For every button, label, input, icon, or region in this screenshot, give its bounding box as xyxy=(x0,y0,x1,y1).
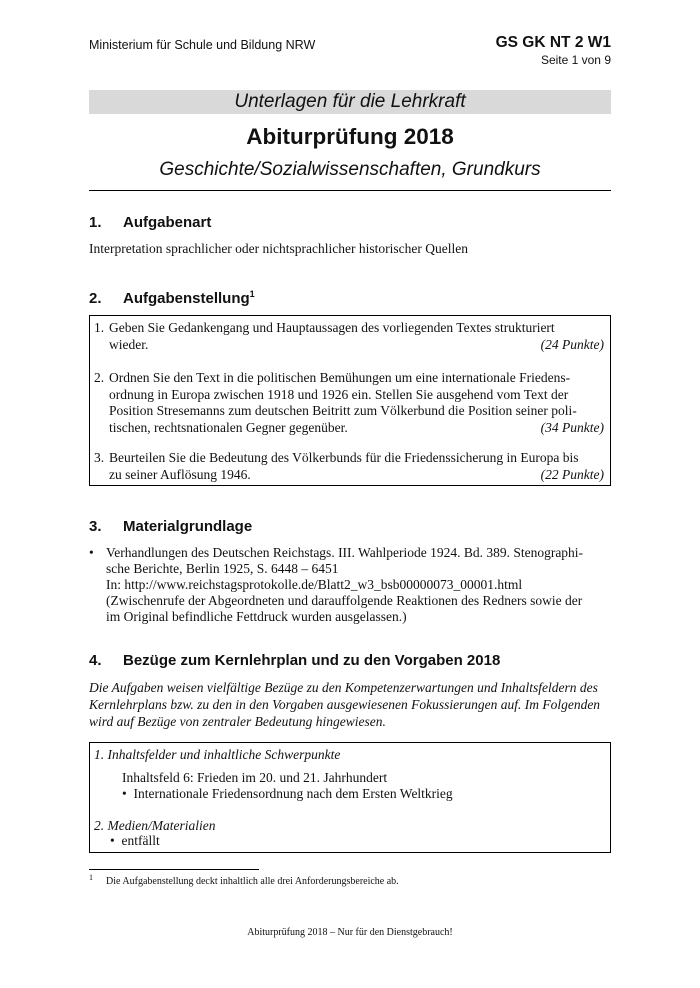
task-item xyxy=(94,450,604,483)
bullet-text: entfällt xyxy=(121,833,160,848)
task-item xyxy=(94,320,604,353)
task-points: (22 Punkte) xyxy=(540,466,604,482)
material-list xyxy=(89,545,611,625)
task-line: Ordnen Sie den Text in die politischen Bemühungen um eine internationale Friedens- xyxy=(109,370,571,385)
task-number: 2. xyxy=(94,370,105,385)
footnote-reference[interactable]: 1 xyxy=(249,289,255,299)
content-fields-label: 1. Inhaltsfelder und inhaltliche Schwerpunkte xyxy=(94,747,341,762)
section-number: 1. xyxy=(89,214,102,231)
intro-line: Kernlehrplans bzw. zu den in den Vorgaben ausgewiesenen Fokussierungen auf. Im Folgenden xyxy=(89,697,601,712)
material-line: (Zwischenrufe der Abgeordneten und darauffolgende Reaktionen des Redners sowie der xyxy=(106,593,583,608)
task-points: (34 Punkte) xyxy=(540,419,604,435)
page-indicator: Seite 1 von 9 xyxy=(540,53,611,67)
bullet-text: Internationale Friedensordnung nach dem Ersten Weltkrieg xyxy=(133,786,453,801)
page-footer: Abiturprüfung 2018 – Nur für den Dienstgebrauch! xyxy=(247,927,453,938)
task-line: Beurteilen Sie die Bedeutung des Völkerbunds für die Friedenssicherung in Europa bis xyxy=(109,450,579,465)
footnote-mark: 1 xyxy=(89,873,93,882)
content-field: Inhaltsfeld 6: Frieden im 20. und 21. Jahrhundert xyxy=(122,770,388,785)
task-line: wieder. xyxy=(109,336,149,352)
title-divider xyxy=(89,190,611,191)
task-type-text: Interpretation sprachlicher oder nichtsprachlicher historischer Quellen xyxy=(89,241,468,256)
task-line: tischen, rechtsnationalen Gegner gegenüber. xyxy=(109,419,348,435)
ministry-name: Ministerium für Schule und Bildung NRW xyxy=(89,38,316,52)
bullet: • xyxy=(122,786,127,801)
material-line: sche Berichte, Berlin 1925, S. 6448 – 6451 xyxy=(106,561,339,576)
curriculum-box xyxy=(89,742,611,853)
section-title: Aufgabenstellung xyxy=(123,290,250,307)
task-item xyxy=(94,370,604,436)
intro-line: Die Aufgaben weisen vielfältige Bezüge zu den Kompetenzerwartungen und Inhaltsfeldern des xyxy=(89,680,598,695)
section-number: 2. xyxy=(89,290,102,307)
material-line: im Original befindliche Fettdruck wurden ausgelassen.) xyxy=(106,609,407,624)
section-title: Aufgabenart xyxy=(123,214,212,231)
exam-subject: Geschichte/Sozialwissenschaften, Grundkurs xyxy=(159,159,541,180)
section-heading-2 xyxy=(89,289,255,307)
task-line: Geben Sie Gedankengang und Hauptaussagen des vorliegenden Textes strukturiert xyxy=(109,320,555,335)
exam-code: GS GK NT 2 W1 xyxy=(495,34,611,51)
section-title: Materialgrundlage xyxy=(123,518,253,535)
section-heading-4 xyxy=(89,652,500,669)
content-field-bullet xyxy=(122,786,453,803)
task-number: 1. xyxy=(94,320,105,335)
bullet: • xyxy=(110,833,115,848)
media-bullet xyxy=(110,833,160,850)
section-heading-1 xyxy=(89,214,211,231)
footnote-text: Die Aufgabenstellung deckt inhaltlich alle drei Anforderungsbereiche ab. xyxy=(106,876,399,887)
intro-line: wird auf Bezüge von zentraler Bedeutung hingewiesen. xyxy=(89,714,386,729)
task-number: 3. xyxy=(94,450,105,465)
footnote-divider xyxy=(89,869,259,870)
footnote xyxy=(89,873,399,887)
task-line: zu seiner Auflösung 1946. xyxy=(109,466,251,482)
section-heading-3 xyxy=(89,518,252,535)
section-number: 3. xyxy=(89,518,102,535)
material-line: Verhandlungen des Deutschen Reichstags. III. Wahlperiode 1924. Bd. 389. Stenographi- xyxy=(106,545,584,560)
exam-title: Abiturprüfung 2018 xyxy=(246,124,454,149)
task-line: Position Stresemanns zum deutschen Beitritt zum Völkerbund die Position seiner poli- xyxy=(109,403,577,418)
curriculum-intro xyxy=(89,679,611,730)
task-line: ordnung in Europa zwischen 1918 und 1926 ein. Stellen Sie ausgehend vom Text der xyxy=(109,386,569,402)
media-label: 2. Medien/Materialien xyxy=(94,818,216,833)
teacher-banner: Unterlagen für die Lehrkraft xyxy=(89,90,611,114)
section-title: Bezüge zum Kernlehrplan und zu den Vorgaben 2018 xyxy=(123,652,501,669)
section-number: 4. xyxy=(89,652,102,669)
material-link[interactable]: In: http://www.reichstagsprotokolle.de/Blatt2_w3_bsb00000073_00001.html xyxy=(106,577,523,592)
task-box xyxy=(89,315,611,486)
task-points: (24 Punkte) xyxy=(540,336,604,352)
bullet: • xyxy=(89,545,94,560)
